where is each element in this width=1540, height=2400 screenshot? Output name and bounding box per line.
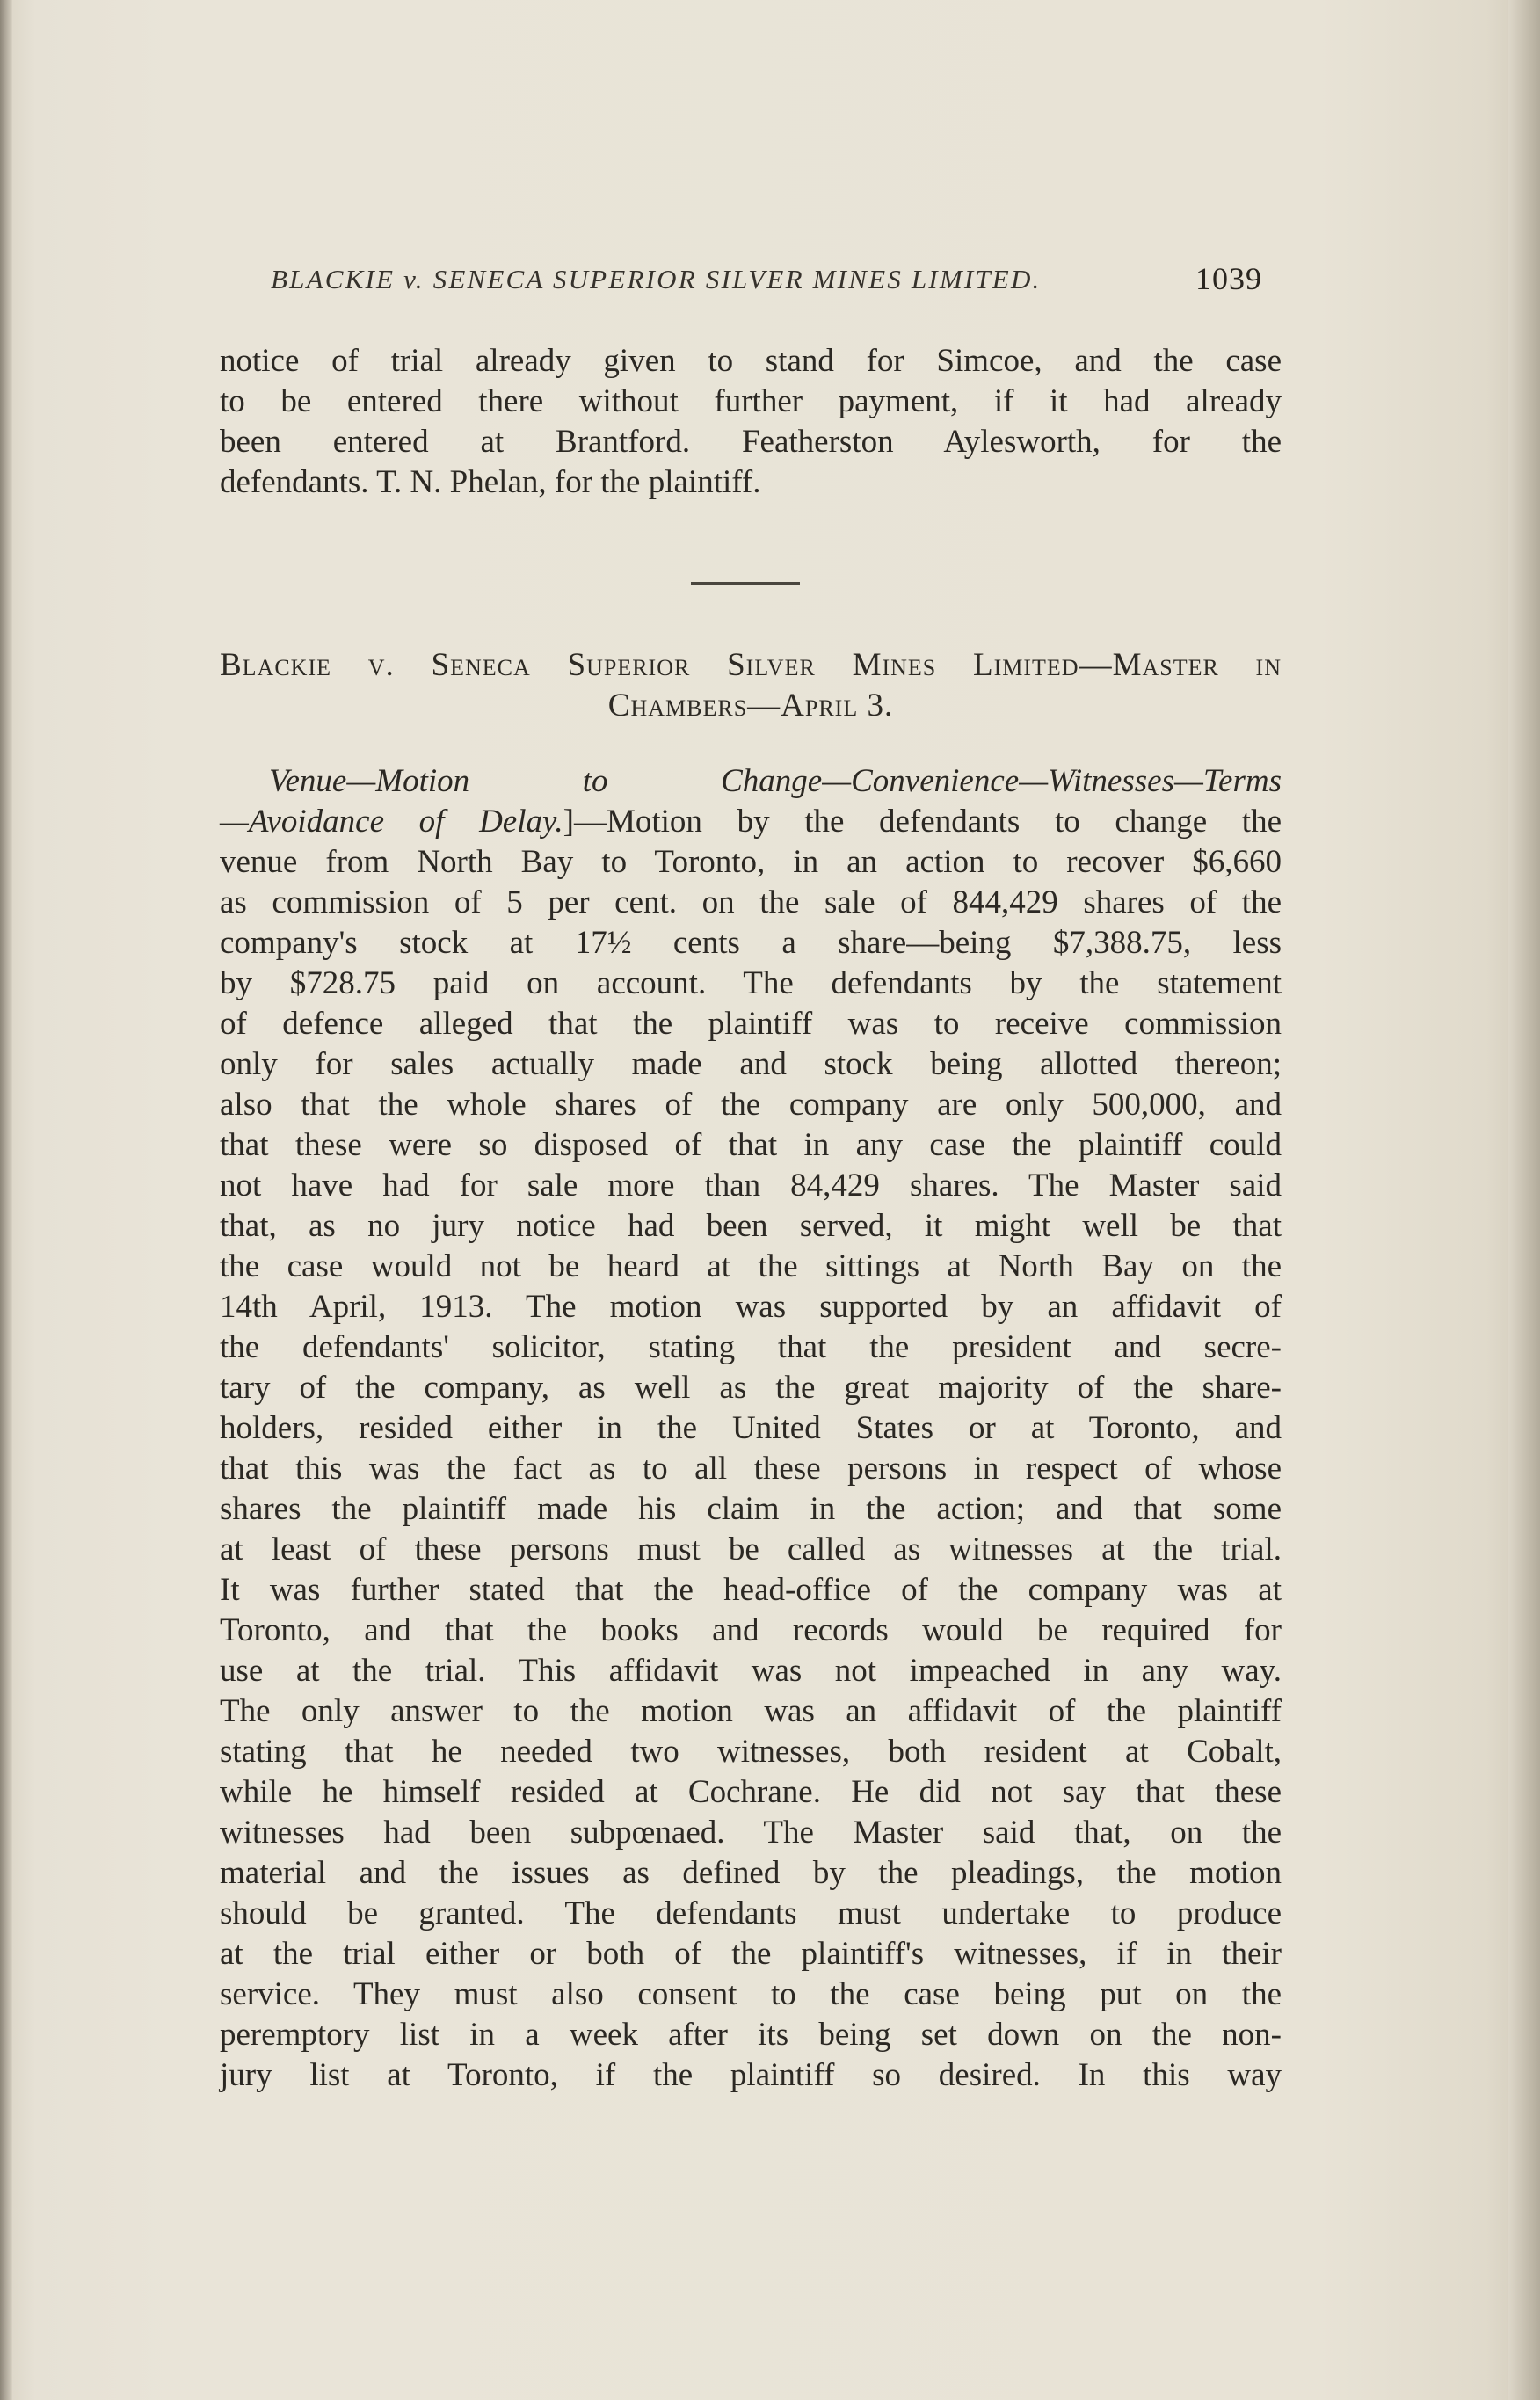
text-line: while he himself resided at Cochrane. He did not say that these — [220, 1774, 1282, 1810]
running-head — [264, 260, 1275, 302]
binding-gutter — [0, 0, 12, 2400]
text-line: to be entered there without further payment, if it had already — [220, 383, 1282, 419]
catchwords-line: Venue—Motion to Change—Convenience—Witnesses—Terms — [269, 763, 1282, 799]
text-line: notice of trial already given to stand for Simcoe, and the case — [220, 343, 1282, 379]
page-number: 1039 — [1195, 261, 1262, 296]
text-line: tary of the company, as well as the great majority of the share- — [220, 1370, 1282, 1406]
case-heading-court-date: Chambers—April 3. — [607, 687, 894, 724]
text-line: It was further stated that the head-office of the company was at — [220, 1572, 1282, 1608]
text-line: The only answer to the motion was an affidavit of the plaintiff — [220, 1693, 1282, 1729]
text-line: jury list at Toronto, if the plaintiff so desired. In this way — [220, 2057, 1282, 2093]
running-title: BLACKIE v. SENECA SUPERIOR SILVER MINES LIMITED. — [271, 264, 1042, 295]
text-line: been entered at Brantford. Featherston Aylesworth, for the — [220, 424, 1282, 460]
text-line: the defendants' solicitor, stating that the president and secre- — [220, 1329, 1282, 1365]
text-line: at least of these persons must be called as witnesses at the trial. — [220, 1531, 1282, 1567]
text-line: company's stock at 17½ cents a share—being $7,388.75, less — [220, 925, 1282, 961]
text-line: that these were so disposed of that in any case the plaintiff could — [220, 1127, 1282, 1163]
catchwords-line — [220, 802, 1282, 842]
text-line: that this was the fact as to all these persons in respect of whose — [220, 1451, 1282, 1487]
text-line: Toronto, and that the books and records would be required for — [220, 1612, 1282, 1648]
text-line: service. They must also consent to the case being put on the — [220, 1976, 1282, 2012]
page-edge — [1508, 0, 1540, 2400]
text-line: defendants. T. N. Phelan, for the plaintiff. — [220, 464, 761, 500]
text-line: by $728.75 paid on account. The defendants by the statement — [220, 965, 1282, 1001]
text-line: the case would not be heard at the sittings at North Bay on the — [220, 1248, 1282, 1284]
text-line: not have had for sale more than 84,429 shares. The Master said — [220, 1167, 1282, 1204]
section-divider — [691, 582, 800, 585]
text-line: material and the issues as defined by the pleadings, the motion — [220, 1855, 1282, 1891]
text-line: stating that he needed two witnesses, both resident at Cobalt, — [220, 1734, 1282, 1770]
text-line: as commission of 5 per cent. on the sale of 844,429 shares of the — [220, 884, 1282, 920]
text-line: that, as no jury notice had been served, it might well be that — [220, 1208, 1282, 1244]
text-line: should be granted. The defendants must undertake to produce — [220, 1895, 1282, 1931]
case-heading: Blackie v. Seneca Superior Silver Mines Limited—Master in — [220, 647, 1282, 683]
text-line: only for sales actually made and stock being allotted thereon; — [220, 1046, 1282, 1082]
text-line: also that the whole shares of the company are only 500,000, and — [220, 1087, 1282, 1123]
text-line: holders, resided either in the United States or at Toronto, and — [220, 1410, 1282, 1446]
text-line: 14th April, 1913. The motion was supported by an affidavit of — [220, 1289, 1282, 1325]
text-line: venue from North Bay to Toronto, in an action to recover $6,660 — [220, 844, 1282, 880]
text-line: witnesses had been subpœnaed. The Master said that, on the — [220, 1815, 1282, 1851]
catchwords-rest: ]—Motion by the defendants to change the — [563, 804, 1282, 840]
text-line: at the trial either or both of the plaintiff's witnesses, if in their — [220, 1936, 1282, 1972]
text-line: peremptory list in a week after its being set down on the non- — [220, 2017, 1282, 2053]
text-line: shares the plaintiff made his claim in the action; and that some — [220, 1491, 1282, 1527]
text-line: use at the trial. This affidavit was not impeached in any way. — [220, 1653, 1282, 1689]
catchwords-italic: —Avoidance of Delay. — [220, 804, 563, 840]
text-line: of defence alleged that the plaintiff was to receive commission — [220, 1006, 1282, 1042]
